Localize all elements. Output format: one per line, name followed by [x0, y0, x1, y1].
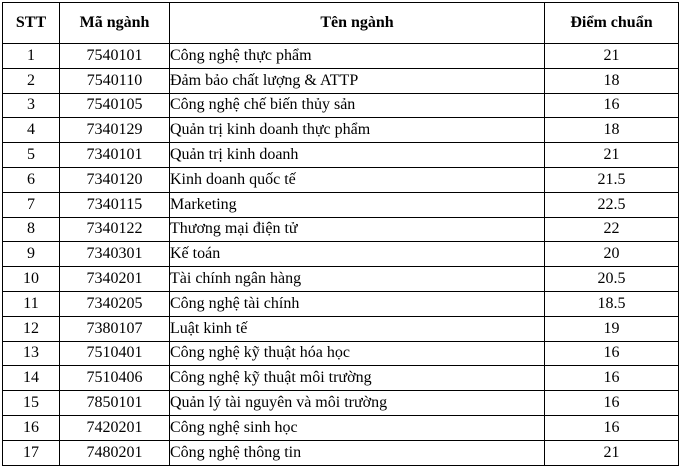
- cell-major-name: Công nghệ thực phẩm: [170, 44, 545, 69]
- cell-stt: 10: [3, 267, 60, 292]
- cell-major-code: 7510406: [60, 366, 170, 391]
- cell-benchmark-score: 21: [545, 44, 679, 69]
- cell-benchmark-score: 16: [545, 341, 679, 366]
- table-row: [3, 440, 679, 465]
- cell-major-code: 7340301: [60, 242, 170, 267]
- cell-major-code: 7540110: [60, 68, 170, 93]
- admission-scores-table: [2, 2, 679, 466]
- cell-major-code: 7340129: [60, 118, 170, 143]
- cell-major-code: 7340101: [60, 143, 170, 168]
- table-row: [3, 242, 679, 267]
- table-row: [3, 291, 679, 316]
- table-row: [3, 143, 679, 168]
- cell-major-name: Đảm bảo chất lượng & ATTP: [170, 68, 545, 93]
- header-major-code: Mã ngành: [60, 3, 170, 44]
- cell-major-name: Công nghệ chế biến thủy sản: [170, 93, 545, 118]
- table-body: [3, 44, 679, 466]
- table-header: [3, 3, 679, 44]
- cell-major-name: Quản lý tài nguyên và môi trường: [170, 391, 545, 416]
- cell-major-name: Kế toán: [170, 242, 545, 267]
- cell-benchmark-score: 16: [545, 366, 679, 391]
- cell-stt: 3: [3, 93, 60, 118]
- cell-benchmark-score: 22.5: [545, 192, 679, 217]
- table-row: [3, 366, 679, 391]
- table-row: [3, 391, 679, 416]
- header-stt: STT: [3, 3, 60, 44]
- cell-major-code: 7480201: [60, 440, 170, 465]
- cell-stt: 7: [3, 192, 60, 217]
- cell-major-code: 7380107: [60, 316, 170, 341]
- cell-stt: 16: [3, 415, 60, 440]
- cell-benchmark-score: 19: [545, 316, 679, 341]
- cell-stt: 5: [3, 143, 60, 168]
- cell-stt: 1: [3, 44, 60, 69]
- cell-stt: 15: [3, 391, 60, 416]
- cell-benchmark-score: 21: [545, 440, 679, 465]
- cell-stt: 14: [3, 366, 60, 391]
- cell-major-name: Luật kinh tế: [170, 316, 545, 341]
- table-row: [3, 267, 679, 292]
- cell-major-code: 7850101: [60, 391, 170, 416]
- cell-major-code: 7340115: [60, 192, 170, 217]
- cell-benchmark-score: 16: [545, 93, 679, 118]
- cell-major-code: 7340201: [60, 267, 170, 292]
- table-row: [3, 192, 679, 217]
- cell-stt: 8: [3, 217, 60, 242]
- cell-benchmark-score: 16: [545, 391, 679, 416]
- cell-major-name: Marketing: [170, 192, 545, 217]
- cell-major-name: Tài chính ngân hàng: [170, 267, 545, 292]
- table-row: [3, 316, 679, 341]
- cell-benchmark-score: 18: [545, 68, 679, 93]
- cell-major-code: 7340120: [60, 167, 170, 192]
- cell-stt: 6: [3, 167, 60, 192]
- table-row: [3, 118, 679, 143]
- cell-major-name: Công nghệ sinh học: [170, 415, 545, 440]
- cell-benchmark-score: 20.5: [545, 267, 679, 292]
- table-row: [3, 167, 679, 192]
- cell-major-name: Công nghệ kỹ thuật hóa học: [170, 341, 545, 366]
- cell-benchmark-score: 21: [545, 143, 679, 168]
- table-row: [3, 44, 679, 69]
- cell-benchmark-score: 18.5: [545, 291, 679, 316]
- table-row: [3, 341, 679, 366]
- cell-stt: 2: [3, 68, 60, 93]
- cell-major-name: Kinh doanh quốc tế: [170, 167, 545, 192]
- cell-stt: 12: [3, 316, 60, 341]
- cell-major-name: Thương mại điện tử: [170, 217, 545, 242]
- table-row: [3, 217, 679, 242]
- cell-benchmark-score: 22: [545, 217, 679, 242]
- header-benchmark-score: Điểm chuẩn: [545, 3, 679, 44]
- cell-stt: 13: [3, 341, 60, 366]
- cell-benchmark-score: 21.5: [545, 167, 679, 192]
- table-row: [3, 93, 679, 118]
- cell-major-name: Công nghệ thông tin: [170, 440, 545, 465]
- table-row: [3, 68, 679, 93]
- cell-major-name: Công nghệ kỹ thuật môi trường: [170, 366, 545, 391]
- cell-major-code: 7510401: [60, 341, 170, 366]
- cell-stt: 4: [3, 118, 60, 143]
- header-row: [3, 3, 679, 44]
- header-major-name: Tên ngành: [170, 3, 545, 44]
- cell-major-code: 7540105: [60, 93, 170, 118]
- cell-major-code: 7340122: [60, 217, 170, 242]
- table-row: [3, 415, 679, 440]
- cell-major-code: 7340205: [60, 291, 170, 316]
- cell-benchmark-score: 18: [545, 118, 679, 143]
- cell-major-name: Quản trị kinh doanh thực phẩm: [170, 118, 545, 143]
- cell-stt: 17: [3, 440, 60, 465]
- cell-major-name: Công nghệ tài chính: [170, 291, 545, 316]
- cell-benchmark-score: 20: [545, 242, 679, 267]
- cell-benchmark-score: 16: [545, 415, 679, 440]
- cell-major-code: 7540101: [60, 44, 170, 69]
- cell-stt: 11: [3, 291, 60, 316]
- cell-major-name: Quản trị kinh doanh: [170, 143, 545, 168]
- cell-major-code: 7420201: [60, 415, 170, 440]
- cell-stt: 9: [3, 242, 60, 267]
